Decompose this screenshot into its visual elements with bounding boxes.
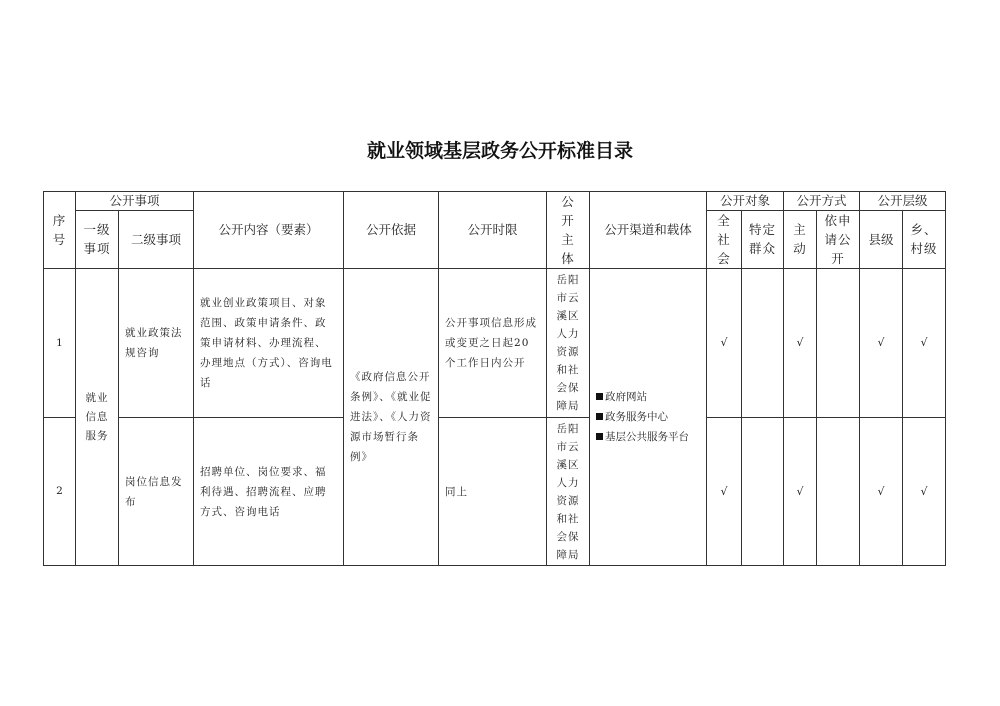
row-time-limit: 同上	[439, 418, 547, 566]
row-method-active: √	[784, 269, 817, 418]
row-subject: 岳阳市云溪区人力资源和社会保障局	[547, 418, 590, 566]
level1-item: 就业信息服务	[76, 269, 119, 566]
row-audience-all: √	[707, 269, 742, 418]
header-seq: 序号	[44, 192, 76, 269]
square-bullet-icon	[596, 433, 603, 440]
row-level2: 就业政策法规咨询	[119, 269, 194, 418]
table-row	[44, 418, 946, 566]
header-basis: 公开依据	[344, 192, 439, 269]
row-audience-specific	[742, 418, 784, 566]
square-bullet-icon	[596, 393, 603, 400]
row-level-county: √	[860, 269, 903, 418]
header-audience: 公开对象	[707, 192, 784, 211]
row-content: 就业创业政策项目、对象范围、政策申请条件、政策申请材料、办理流程、办理地点（方式）、咨询电话	[194, 269, 344, 418]
row-method-active: √	[784, 418, 817, 566]
catalog-table	[43, 191, 946, 566]
row-audience-specific	[742, 269, 784, 418]
row-level2: 岗位信息发布	[119, 418, 194, 566]
row-level-county: √	[860, 418, 903, 566]
channels-list	[590, 269, 707, 566]
header-channels: 公开渠道和载体	[590, 192, 707, 269]
table-row	[44, 269, 946, 418]
document-title: 就业领域基层政务公开标准目录	[366, 140, 633, 162]
row-method-request	[817, 269, 860, 418]
channel-item: 政务服务中心	[596, 407, 706, 427]
header-subject: 公开主体	[547, 192, 590, 269]
header-level: 公开层级	[860, 192, 946, 211]
header-time-limit: 公开时限	[439, 192, 547, 269]
header-method-active: 主动	[784, 210, 817, 268]
row-level-town: √	[903, 418, 946, 566]
header-content: 公开内容（要素）	[194, 192, 344, 269]
basis-text: 《政府信息公开条例》、《就业促进法》、《人力资源市场暂行条例》	[344, 269, 439, 566]
square-bullet-icon	[596, 413, 603, 420]
row-seq: 1	[44, 269, 76, 418]
row-content: 招聘单位、岗位要求、福利待遇、招聘流程、应聘方式、咨询电话	[194, 418, 344, 566]
header-method: 公开方式	[784, 192, 860, 211]
row-subject: 岳阳市云溪区人力资源和社会保障局	[547, 269, 590, 418]
header-level1: 一级事项	[76, 210, 119, 268]
header-level-county: 县级	[860, 210, 903, 268]
header-level2: 二级事项	[119, 210, 194, 268]
header-audience-specific: 特定群众	[742, 210, 784, 268]
row-audience-all: √	[707, 418, 742, 566]
header-public-items: 公开事项	[76, 192, 194, 211]
header-audience-all: 全社会	[707, 210, 742, 268]
header-level-town: 乡、村级	[903, 210, 946, 268]
row-time-limit: 公开事项信息形成或变更之日起20个工作日内公开	[439, 269, 547, 418]
channel-item: 基层公共服务平台	[596, 427, 706, 447]
row-method-request	[817, 418, 860, 566]
row-level-town: √	[903, 269, 946, 418]
row-seq: 2	[44, 418, 76, 566]
channel-item: 政府网站	[596, 387, 706, 407]
header-method-request: 依申请公开	[817, 210, 860, 268]
